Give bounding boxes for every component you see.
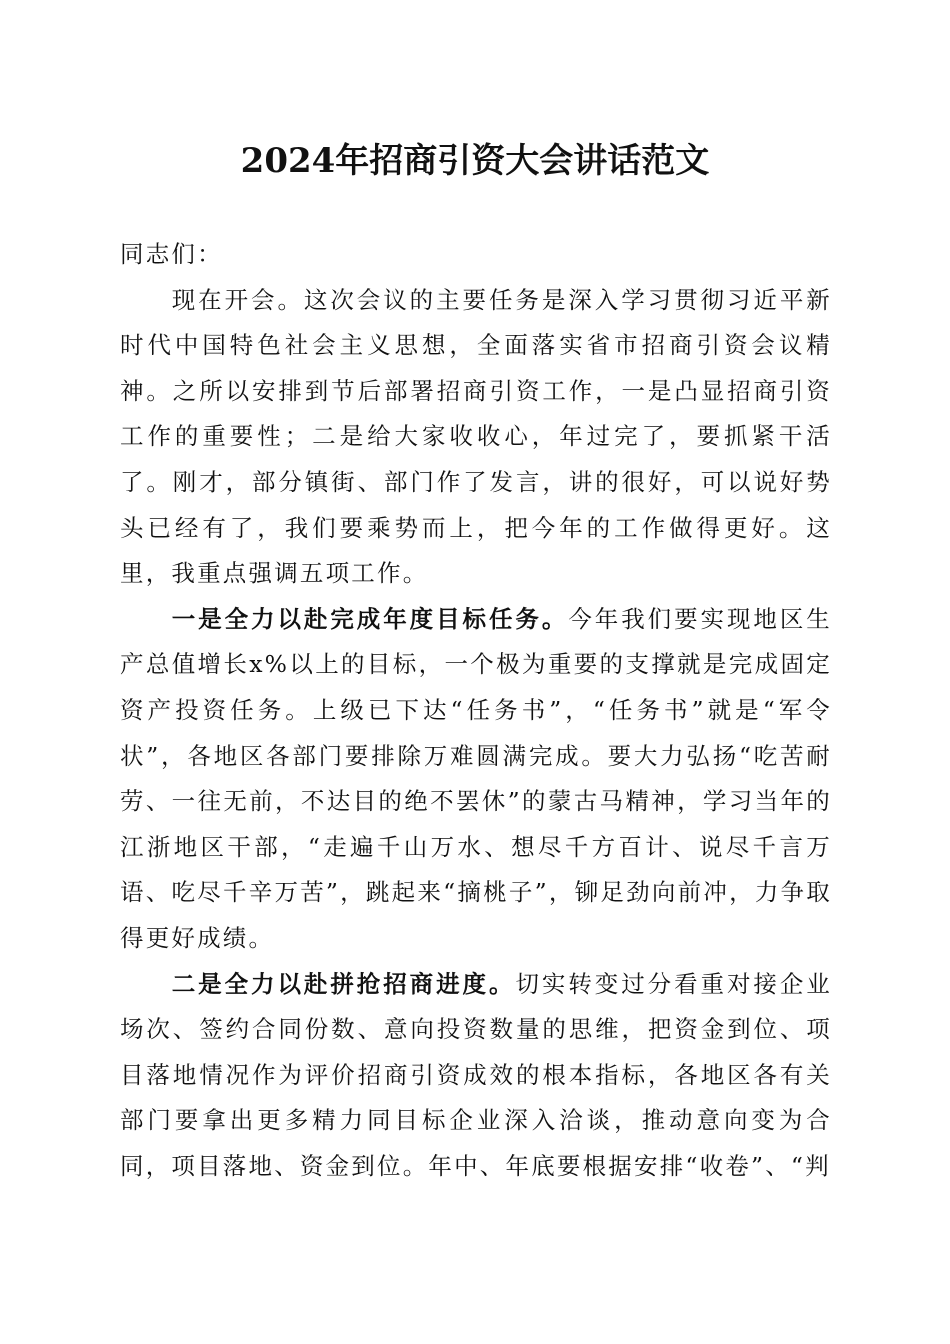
document-body [120, 232, 832, 1189]
paragraph-opening [120, 278, 832, 597]
paragraph-lead: 一是全力以赴完成年度目标任务。 [171, 604, 569, 633]
paragraph-text: 切实转变过分看重对接企业场次、签约合同份数、意向投资数量的思维，把资金到位、项目落地情况作为评价招商引资成效的根本指标，各地区各有关部门要拿出更多精力同目标企业深入洽谈，推动意向变为合同，项目落地、资金到位。年中、年底要根据安排“收卷”、“判 [120, 969, 832, 1180]
salutation: 同志们： [120, 240, 223, 268]
paragraph-text: 现在开会。这次会议的主要任务是深入学习贯彻习近平新时代中国特色社会主义思想，全面落实省市招商引资会议精神。之所以安排到节后部署招商引资工作，一是凸显招商引资工作的重要性；二是给大家收收心，年过完了，要抓紧干活了。刚才，部分镇街、部门作了发言，讲的很好，可以说好势头已经有了，我们要乘势而上，把今年的工作做得更好。这里，我重点强调五项工作。 [120, 285, 832, 588]
document-title: 2024年招商引资大会讲话范文 [240, 141, 710, 181]
paragraph-lead: 二是全力以赴拼抢招商进度。 [171, 969, 516, 998]
paragraph-text: 今年我们要实现地区生产总值增长x%以上的目标，一个极为重要的支撑就是完成固定资产投资任务。上级已下达“任务书”，“任务书”就是“军令状”，各地区各部门要排除万难圆满完成。要大力弘扬“吃苦耐劳、一往无前，不达目的绝不罢休”的蒙古马精神，学习当年的江浙地区干部，“走遍千山万水、想尽千方百计、说尽千言万语、吃尽千辛万苦”，跳起来“摘桃子”，铆足劲向前冲，力争取得更好成绩。 [120, 604, 833, 952]
paragraph-point-two [120, 962, 832, 1190]
paragraph-point-one [120, 597, 832, 962]
